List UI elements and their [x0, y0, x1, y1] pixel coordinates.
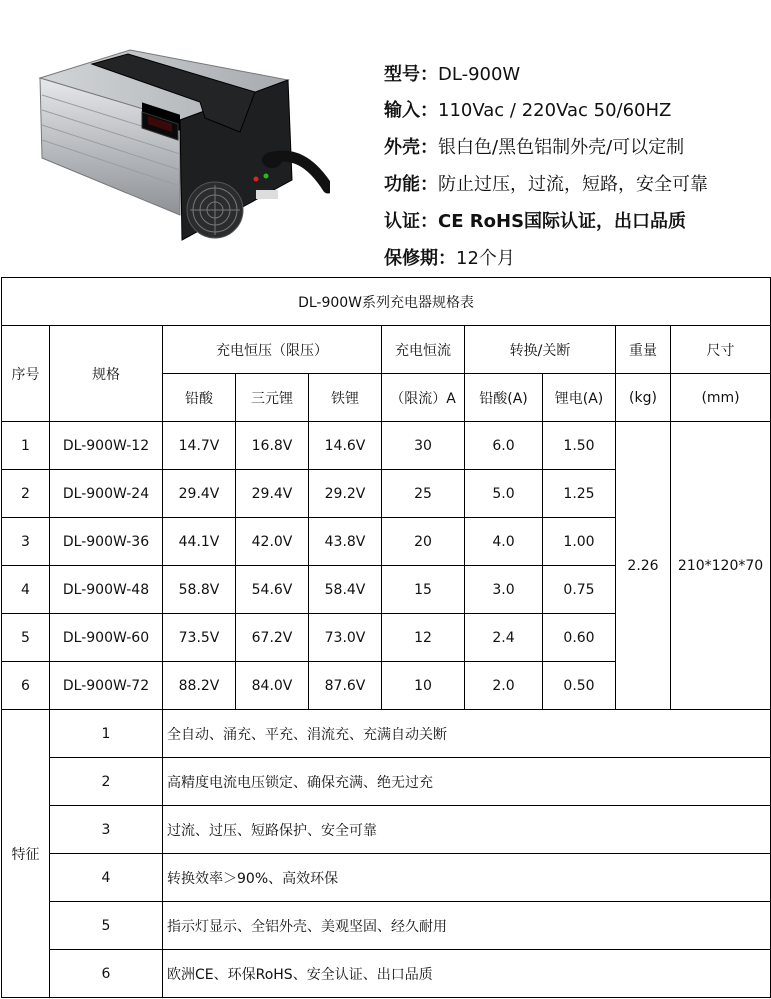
cell-weight: 2.26 — [616, 422, 671, 710]
cell-model: DL-900W-60 — [50, 614, 163, 662]
cell-switch-li: 1.00 — [543, 518, 616, 566]
spec-function — [384, 174, 708, 196]
spec-input — [384, 100, 671, 122]
cell-lead: 58.8V — [163, 566, 236, 614]
spec-certification — [384, 211, 686, 233]
spec-warranty — [384, 248, 515, 270]
cell-lifepo: 29.2V — [309, 470, 382, 518]
table-row — [2, 422, 771, 470]
feature-text: 转换效率＞90%、高效环保 — [163, 854, 771, 902]
cell-lifepo: 58.4V — [309, 566, 382, 614]
cell-ternary: 54.6V — [236, 566, 309, 614]
cell-ternary: 16.8V — [236, 422, 309, 470]
cell-current: 30 — [382, 422, 465, 470]
cell-size: 210*120*70 — [671, 422, 771, 710]
feature-index: 1 — [50, 710, 163, 758]
charger-product-image — [30, 40, 330, 245]
feature-text: 过流、过压、短路保护、安全可靠 — [163, 806, 771, 854]
cell-lifepo: 14.6V — [309, 422, 382, 470]
cell-index: 1 — [2, 422, 50, 470]
spec-model-value: DL-900W — [438, 64, 521, 85]
feature-row — [2, 758, 771, 806]
header-ternary: 三元锂 — [236, 374, 309, 422]
header-current-unit: （限流）A — [382, 374, 465, 422]
spec-function-key: 功能： — [384, 174, 438, 195]
cell-lead: 29.4V — [163, 470, 236, 518]
spec-certification-value: CE RoHS国际认证，出口品质 — [438, 211, 687, 232]
cell-ternary: 29.4V — [236, 470, 309, 518]
cell-lead: 44.1V — [163, 518, 236, 566]
cell-lifepo: 73.0V — [309, 614, 382, 662]
cell-model: DL-900W-12 — [50, 422, 163, 470]
header-current: 充电恒流 — [382, 326, 465, 374]
cell-index: 3 — [2, 518, 50, 566]
spec-table — [1, 277, 771, 998]
cell-lifepo: 87.6V — [309, 662, 382, 710]
cell-current: 12 — [382, 614, 465, 662]
feature-index: 6 — [50, 950, 163, 998]
cell-index: 6 — [2, 662, 50, 710]
cell-switch-li: 0.75 — [543, 566, 616, 614]
spec-model-key: 型号： — [384, 64, 438, 85]
cell-lead: 14.7V — [163, 422, 236, 470]
spec-housing-value: 银白色/黑色铝制外壳/可以定制 — [438, 137, 685, 158]
feature-index: 4 — [50, 854, 163, 902]
cell-current: 10 — [382, 662, 465, 710]
cell-switch-lead: 6.0 — [465, 422, 543, 470]
spec-warranty-value: 12个月 — [456, 248, 515, 269]
header-index: 序号 — [2, 326, 50, 422]
cell-switch-lead: 3.0 — [465, 566, 543, 614]
cell-index: 4 — [2, 566, 50, 614]
cell-lead: 73.5V — [163, 614, 236, 662]
header-weight-unit: (kg) — [616, 374, 671, 422]
cell-ternary: 42.0V — [236, 518, 309, 566]
spec-housing — [384, 137, 684, 159]
feature-text: 高精度电流电压锁定、确保充满、绝无过充 — [163, 758, 771, 806]
cell-current: 25 — [382, 470, 465, 518]
feature-row — [2, 854, 771, 902]
feature-text: 欧洲CE、环保RoHS、安全认证、出口品质 — [163, 950, 771, 998]
cell-current: 20 — [382, 518, 465, 566]
header-switch-lead: 铅酸(A) — [465, 374, 543, 422]
cell-switch-lead: 5.0 — [465, 470, 543, 518]
cell-switch-li: 0.50 — [543, 662, 616, 710]
feature-text: 指示灯显示、全铝外壳、美观坚固、经久耐用 — [163, 902, 771, 950]
header-size: 尺寸 — [671, 326, 771, 374]
cell-index: 5 — [2, 614, 50, 662]
cell-lifepo: 43.8V — [309, 518, 382, 566]
spec-input-key: 输入： — [384, 100, 438, 121]
feature-row — [2, 950, 771, 998]
cell-switch-lead: 2.0 — [465, 662, 543, 710]
feature-index: 2 — [50, 758, 163, 806]
cell-index: 2 — [2, 470, 50, 518]
cell-ternary: 84.0V — [236, 662, 309, 710]
cell-model: DL-900W-48 — [50, 566, 163, 614]
cell-ternary: 67.2V — [236, 614, 309, 662]
feature-index: 3 — [50, 806, 163, 854]
cell-switch-lead: 4.0 — [465, 518, 543, 566]
spec-model — [384, 64, 520, 86]
header-voltage: 充电恒压（限压） — [163, 326, 382, 374]
header-switch-li: 锂电(A) — [543, 374, 616, 422]
header-lead-acid: 铅酸 — [163, 374, 236, 422]
cell-model: DL-900W-24 — [50, 470, 163, 518]
cell-model: DL-900W-72 — [50, 662, 163, 710]
header-model: 规格 — [50, 326, 163, 422]
cell-switch-li: 1.25 — [543, 470, 616, 518]
feature-text: 全自动、涌充、平充、涓流充、充满自动关断 — [163, 710, 771, 758]
header-lifepo: 铁锂 — [309, 374, 382, 422]
spec-housing-key: 外壳： — [384, 137, 438, 158]
feature-index: 5 — [50, 902, 163, 950]
spec-function-value: 防止过压，过流，短路，安全可靠 — [438, 174, 708, 195]
cell-switch-li: 0.60 — [543, 614, 616, 662]
spec-input-value: 110Vac / 220Vac 50/60HZ — [438, 100, 672, 121]
table-title: DL-900W系列充电器规格表 — [2, 278, 771, 326]
header-size-unit: (mm) — [671, 374, 771, 422]
cell-switch-li: 1.50 — [543, 422, 616, 470]
header-weight: 重量 — [616, 326, 671, 374]
feature-row — [2, 902, 771, 950]
cell-switch-lead: 2.4 — [465, 614, 543, 662]
feature-row — [2, 710, 771, 758]
cell-lead: 88.2V — [163, 662, 236, 710]
cell-model: DL-900W-36 — [50, 518, 163, 566]
spec-certification-key: 认证： — [384, 211, 438, 232]
feature-row — [2, 806, 771, 854]
spec-warranty-key: 保修期： — [384, 248, 456, 269]
features-label: 特征 — [2, 710, 50, 998]
header-switch: 转换/关断 — [465, 326, 616, 374]
cell-current: 15 — [382, 566, 465, 614]
